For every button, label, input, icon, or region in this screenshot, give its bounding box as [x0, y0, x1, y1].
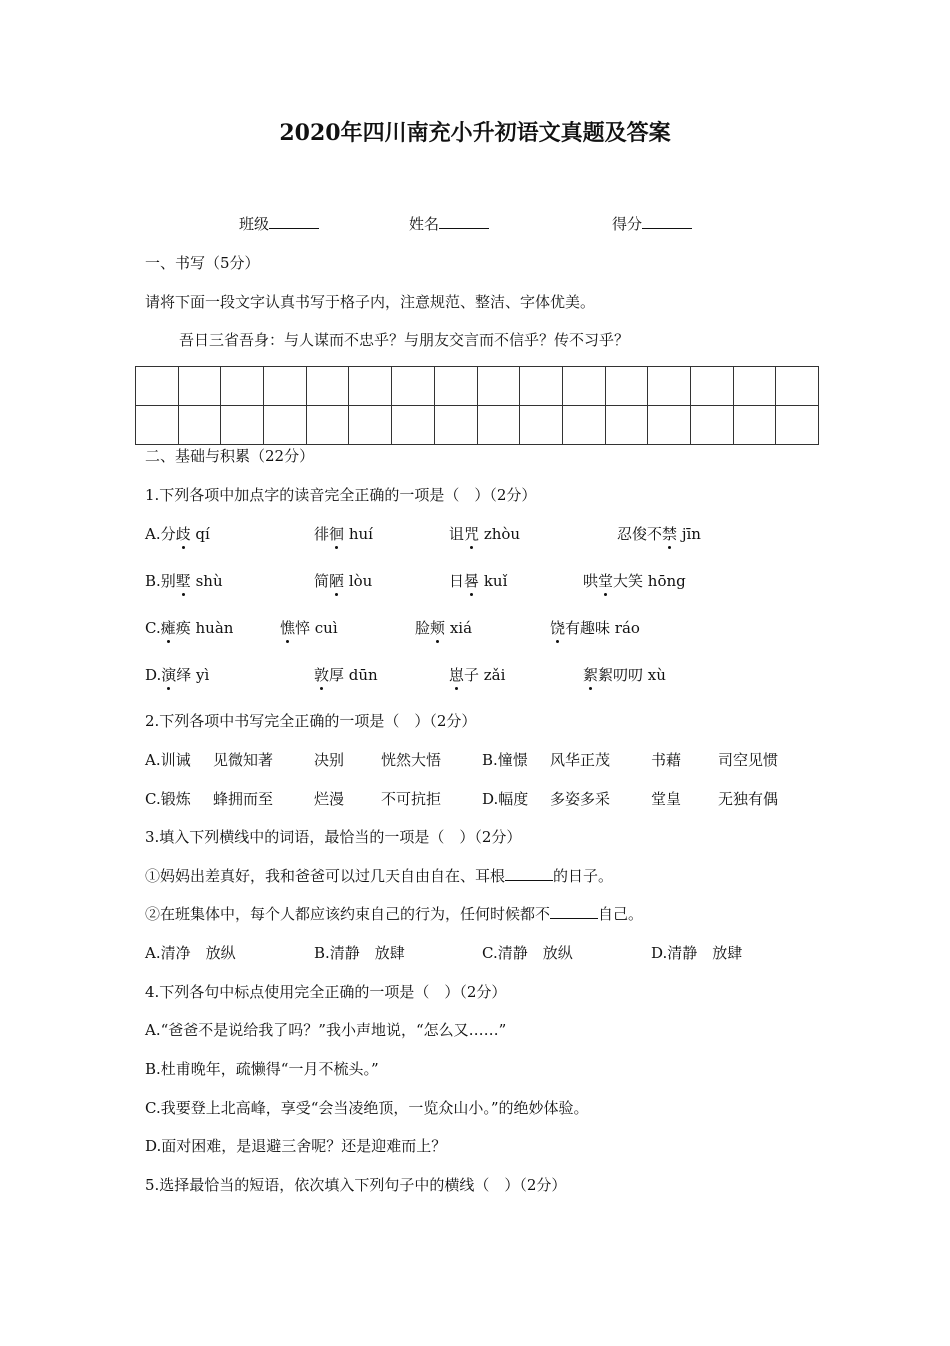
grid-cell[interactable] — [434, 367, 477, 406]
grid-cell[interactable] — [221, 367, 264, 406]
grid-cell[interactable] — [605, 367, 648, 406]
q4-option-b: B.杜甫晚年，疏懒得“一月不梳头。” — [145, 1060, 379, 1078]
q1-option-b-item: B.别墅 shù — [145, 572, 223, 590]
grid-cell[interactable] — [264, 406, 307, 445]
grid-cell[interactable] — [392, 406, 435, 445]
q4-option-a: A.“爸爸不是说给我了吗？”我小声地说，“怎么又……” — [145, 1021, 507, 1039]
section-2-heading: 二、基础与积累（22分） — [145, 447, 315, 465]
grid-cell[interactable] — [178, 406, 221, 445]
grid-cell[interactable] — [434, 406, 477, 445]
q1-option-a-item: 忍俊不禁 jīn — [617, 525, 701, 543]
writing-grid — [135, 366, 819, 445]
q1-option-d-item: 崽子 zǎi — [449, 666, 506, 684]
grid-cell[interactable] — [264, 367, 307, 406]
q3-option-d: D.清静 放肆 — [651, 944, 743, 962]
q2-word: B.憧憬 — [482, 751, 528, 769]
grid-cell[interactable] — [605, 406, 648, 445]
grid-row — [136, 406, 819, 445]
q1-option-a-item: 徘徊 huí — [314, 525, 373, 543]
q3-stem: 3.填入下列横线中的词语，最恰当的一项是（ ）（2分） — [145, 828, 522, 846]
q2-word: 多姿多采 — [550, 790, 611, 808]
q2-word: 风华正茂 — [550, 751, 611, 769]
class-field — [239, 214, 319, 234]
grid-cell[interactable] — [477, 367, 520, 406]
class-blank[interactable] — [269, 214, 319, 229]
grid-cell[interactable] — [733, 406, 776, 445]
q3-blank-2[interactable] — [550, 904, 598, 919]
name-field — [409, 214, 489, 234]
grid-cell[interactable] — [776, 406, 819, 445]
q2-word: 不可抗拒 — [381, 790, 442, 808]
grid-cell[interactable] — [733, 367, 776, 406]
q2-word: 恍然大悟 — [381, 751, 442, 769]
q2-word: D.幅度 — [482, 790, 529, 808]
section-1-heading: 一、书写（5分） — [145, 254, 260, 272]
score-blank[interactable] — [642, 214, 692, 229]
q3-sentence-2: ②在班集体中，每个人都应该约束自己的行为，任何时候都不 自己。 — [145, 905, 644, 923]
q3-blank-1[interactable] — [505, 866, 553, 881]
q2-word: 烂漫 — [314, 790, 345, 808]
q5-stem: 5.选择最恰当的短语，依次填入下列句子中的横线（ ）（2分） — [145, 1176, 567, 1194]
q1-option-c-item: 憔悴 cuì — [280, 619, 338, 637]
q1-option-c-item: 脸颊 xiá — [415, 619, 473, 637]
page-title: 2020年四川南充小升初语文真题及答案 — [279, 120, 671, 146]
q4-option-c: C.我要登上北高峰，享受“会当凌绝顶，一览众山小。”的绝妙体验。 — [145, 1099, 589, 1117]
q1-option-c-item: C.瘫痪 huàn — [145, 619, 234, 637]
grid-cell[interactable] — [306, 406, 349, 445]
q1-option-b-item: 日晷 kuǐ — [449, 572, 508, 590]
class-label: 班级 — [239, 215, 270, 233]
q2-word: 蜂拥而至 — [213, 790, 274, 808]
score-field — [612, 214, 692, 234]
q2-word: 决别 — [314, 751, 345, 769]
q1-option-b-item: 简陋 lòu — [314, 572, 373, 590]
grid-cell[interactable] — [392, 367, 435, 406]
q2-word: 见微知著 — [213, 751, 274, 769]
grid-cell[interactable] — [690, 367, 733, 406]
grid-cell[interactable] — [690, 406, 733, 445]
q2-word: 司空见惯 — [718, 751, 779, 769]
grid-cell[interactable] — [520, 406, 563, 445]
q1-option-d-item: D.演绎 yì — [145, 666, 210, 684]
grid-cell[interactable] — [221, 406, 264, 445]
q2-word: 无独有偶 — [718, 790, 779, 808]
q1-option-d-item: 敦厚 dūn — [314, 666, 378, 684]
grid-cell[interactable] — [562, 406, 605, 445]
q1-stem: 1.下列各项中加点字的读音完全正确的一项是（ ）（2分） — [145, 486, 537, 504]
q1-option-c-item: 饶有趣味 ráo — [550, 619, 640, 637]
copy-text: 吾日三省吾身：与人谋而不忠乎？与朋友交言而不信乎？传不习乎？ — [179, 331, 630, 349]
q1-option-d-item: 絮絮叨叨 xù — [583, 666, 666, 684]
score-label: 得分 — [612, 215, 643, 233]
grid-cell[interactable] — [776, 367, 819, 406]
name-blank[interactable] — [439, 214, 489, 229]
q2-stem: 2.下列各项中书写完全正确的一项是（ ）（2分） — [145, 712, 477, 730]
grid-cell[interactable] — [648, 367, 691, 406]
q2-word: A.训诫 — [145, 751, 191, 769]
q2-word: 堂皇 — [651, 790, 682, 808]
grid-cell[interactable] — [349, 367, 392, 406]
q2-word: C.锻炼 — [145, 790, 191, 808]
grid-cell[interactable] — [562, 367, 605, 406]
q2-word: 书藉 — [651, 751, 682, 769]
grid-cell[interactable] — [136, 406, 179, 445]
q3-option-b: B.清静 放肆 — [314, 944, 405, 962]
q3-sentence-1: ①妈妈出差真好，我和爸爸可以过几天自由自在、耳根 的日子。 — [145, 867, 614, 885]
q4-stem: 4.下列各句中标点使用完全正确的一项是（ ）（2分） — [145, 983, 507, 1001]
name-label: 姓名 — [409, 215, 440, 233]
q4-option-d: D.面对困难，是退避三舍呢？还是迎难而上？ — [145, 1137, 447, 1155]
q1-option-a-item: 诅咒 zhòu — [449, 525, 521, 543]
section-1-instruction: 请将下面一段文字认真书写于格子内，注意规范、整洁、字体优美。 — [145, 293, 596, 311]
grid-cell[interactable] — [477, 406, 520, 445]
q1-option-a-item: A.分歧 qí — [145, 525, 210, 543]
grid-cell[interactable] — [648, 406, 691, 445]
grid-row — [136, 367, 819, 406]
grid-cell[interactable] — [349, 406, 392, 445]
grid-cell[interactable] — [178, 367, 221, 406]
grid-cell[interactable] — [520, 367, 563, 406]
grid-cell[interactable] — [136, 367, 179, 406]
q1-option-b-item: 哄堂大笑 hōng — [583, 572, 686, 590]
grid-cell[interactable] — [306, 367, 349, 406]
q3-option-c: C.清静 放纵 — [482, 944, 573, 962]
q3-option-a: A.清净 放纵 — [145, 944, 236, 962]
